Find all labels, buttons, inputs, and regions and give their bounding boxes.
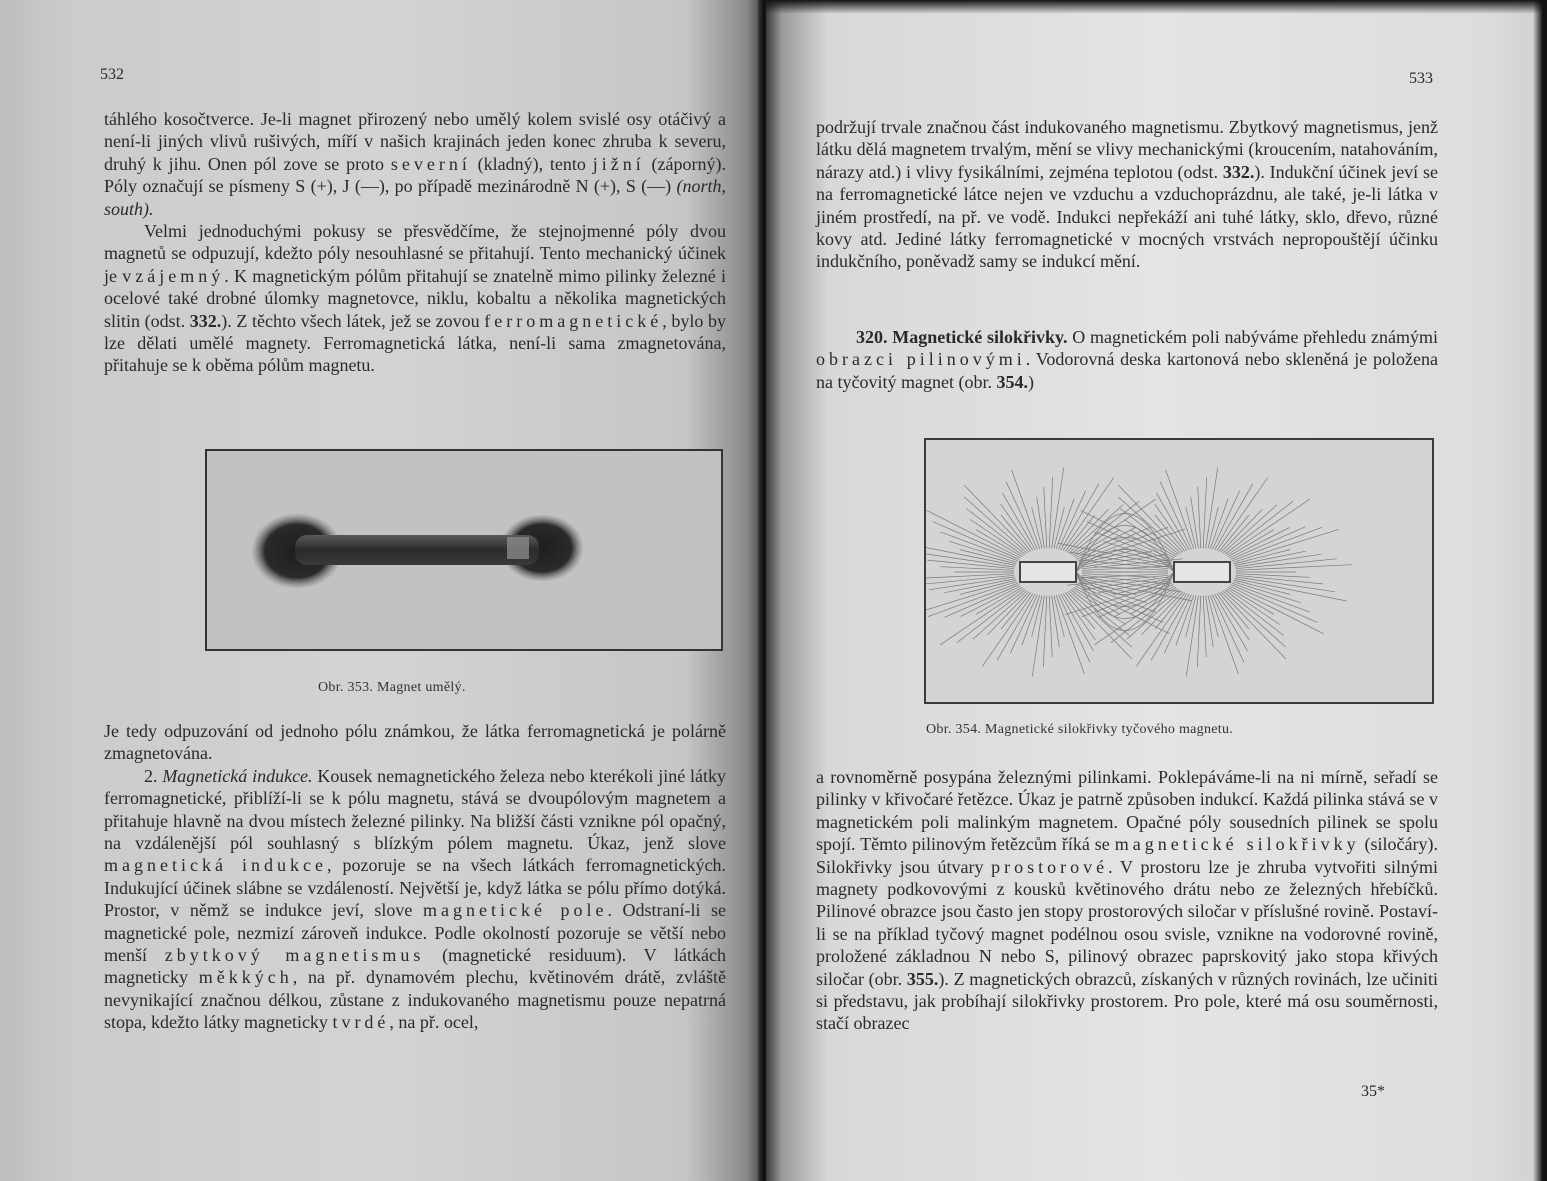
left-page (0, 0, 762, 1181)
text-block: podržují trvale značnou část indukovaného magnetismu. Zbytkový magnetismus, jenž látku dělá magnetem trvalým, mění se vlivy mechanickými (kroucením, natahováním, nárazy atd.) i vlivy fysikálními, zejména teplotou (odst. 332.). Indukční účinek jeví se na ferromagnetické látce nejen ve vzduchu a vzduchoprázdnu, ale také, je-li látka v jiném prostředí, na př. ve vodě. Indukci nepřekáží ani tuhé látky, sklo, dřevo, různé kovy atd. Jediné látky ferromagnetické v mocných vrstvách nepropouštějí účinku indukčního, poněvadž samy se indukcí mění. (816, 117, 1438, 272)
page-number: 533 (1409, 70, 1433, 87)
text-block: a rovnoměrně posypána železnými pilinkami. Poklepáváme-li na ni mírně, seřadí se pilinky v křivočaré řetězce. Úkaz je patrně způsoben indukcí. Každá pilinka stává se v magnetickém poli malinkým magnetem. Opačné póly sousedních pilinek se spolu spojí. Těmto pilinovým řetězcům říká se magnetické silokřivky (siločáry). Silokřivky jsou útvary prostorové. V prostoru lze je zhruba vytvořiti silnými magnety podkovovými z kousků květinového drátu nebo ze železných hřebíčků. Pilinové obrazce jsou často jen stopy prostorových siločar v příslušné rovině. Postaví-li se na příklad tyčový magnet podélnou osou svisle, vznikne na vodorovné rovině, proložené základnou N nebo S, pilinový obrazec paprskovitý jako stopa křivých siločar (obr. 355.). Z magnetických obrazců, získaných v různých rovinách, lze učiniti si představu, jak probíhají silokřivky prostorem. Pro pole, které má osu souměrnosti, stačí obrazec (816, 767, 1439, 1034)
section-heading-paragraph: 320. Magnetické silokřivky. O magnetickém poli nabýváme přehledu známými obrazci pilinovými. Vodorovná deska kartonová nebo skleněná je položena na tyčovitý magnet (obr. 354.) (816, 327, 1439, 392)
text-block: Je tedy odpuzování od jednoho pólu známkou, že látka ferromagnetická je polárně zmagnetována. 2. Magnetická indukce. Kousek nemagnetického železa nebo kterékoli jiné látky ferromagnetické, přiblíží-li se k pólu magnetu, stává se dvoupólovým magnetem a přitahuje hlavně na dvou místech železné pilinky. Na bližší části vznikne pól opačný, na vzdálenější pól souhlasný s blízkým pólem magnetu. Úkaz, jenž slove magnetická indukce, pozoruje se na všech látkách ferromagnetických. Indukující účinek slábne se vzdáleností. Největší je, když látka se pólu přímo dotýká. Prostor, v němž se indukce jeví, slove magnetické pole. Odstraní-li se magnetické pole, nezmizí zároveň indukce. Podle okolností pozoruje se větší nebo menší zbytkový magnetismus (magnetické residuum). V látkách magneticky měkkých, na př. dynamovém plechu, květinovém drátě, zvláště nevynikající značnou délkou, zůstane z indukovaného magnetismu pouze nepatrná stopa, kdežto látky magneticky tvrdé, na př. ocel, (104, 721, 727, 1033)
page-number: 532 (100, 66, 124, 83)
right-page (766, 0, 1547, 1181)
figure-caption: Obr. 354. Magnetické silokřivky tyčového magnetu. (926, 722, 1234, 737)
figure-field-lines (924, 438, 1434, 704)
section-heading: 320. Magnetické silokřivky. (856, 327, 1068, 347)
text-block: táhlého kosočtverce. Je-li magnet přirozený nebo umělý kolem svislé osy otáčivý a není-li jiných vlivů rušivých, míří v našich krajinách jeden konec zhruba k severu, druhý k jihu. Onen pól zove se proto severní (kladný), tento jižní (záporný). Póly označují se písmeny S (+), J (—), po případě mezinárodně N (+), S (—) (north, south). Velmi jednoduchými pokusy se přesvědčíme, že stejnojmenné póly dvou magnetů se odpuzují, kdežto póly nesouhlasné se přitahují. Tento mechanický účinek je vzájemný. K magnetickým pólům přitahují se znatelně mimo pilinky železné i ocelové také drobné úlomky magnetovce, niklu, kobaltu a několika magnetických slitin (odst. 332.). Z těchto všech látek, jež se zovou ferromagnetické, bylo by lze dělati umělé magnety. Ferromagnetická látka, není-li sama zmagnetována, přitahuje se k oběma pólům magnetu. (104, 109, 726, 376)
figure-caption: Obr. 353. Magnet umělý. (318, 680, 466, 695)
signature-mark: 35* (1361, 1083, 1385, 1100)
figure-artificial-magnet (205, 449, 723, 651)
